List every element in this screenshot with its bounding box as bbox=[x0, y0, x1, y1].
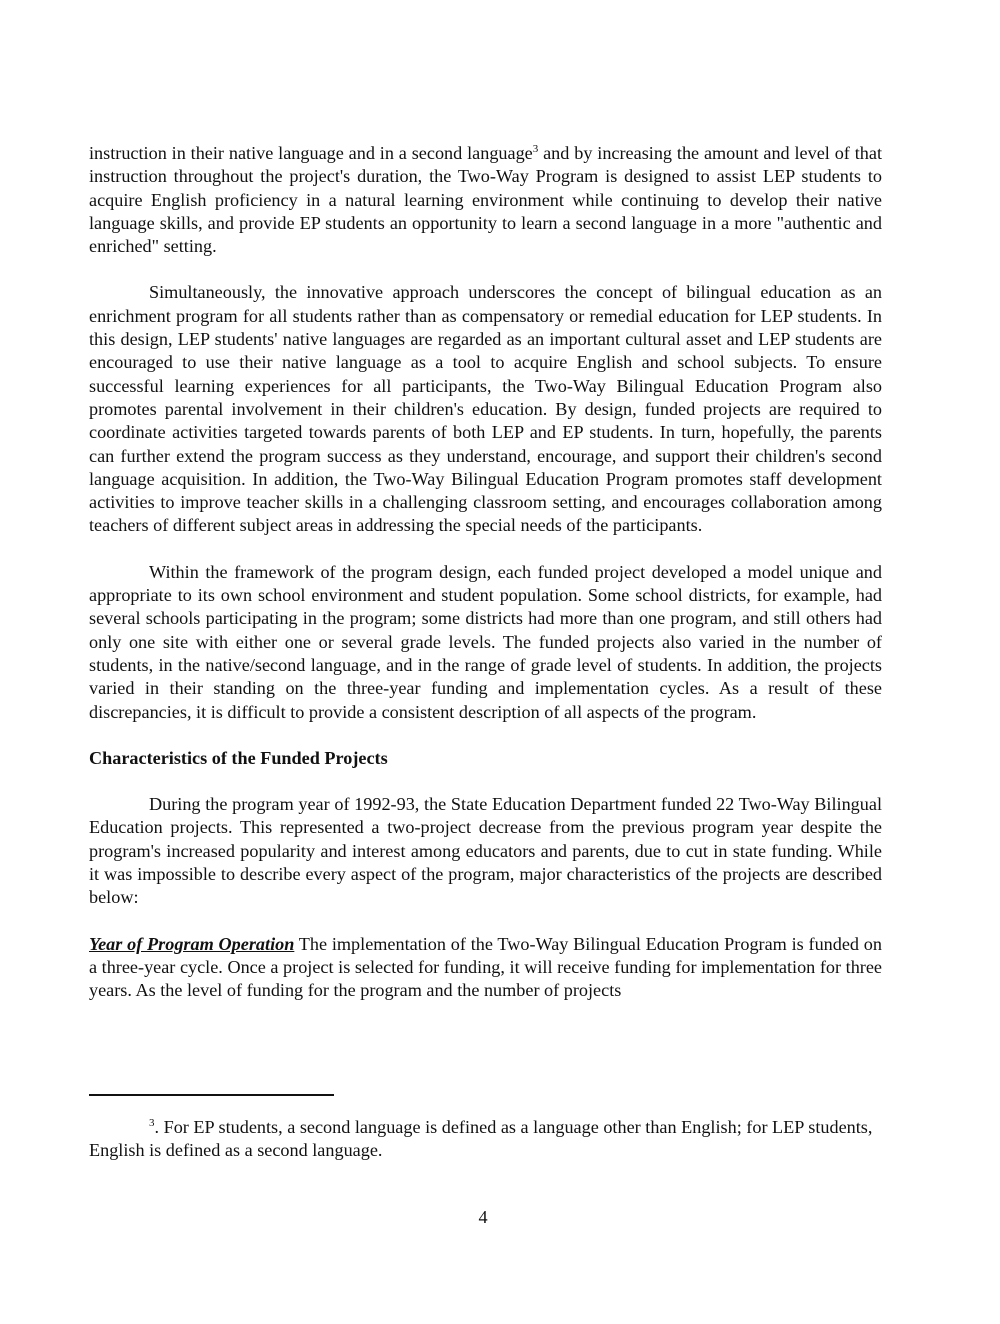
paragraph-1-text-b: and by increasing the amount and level of that instruction throughout the project's duration, the Two-Way Program is designed to assist LEP students to acquire English proficiency in a natural learning environment while continuing to develop their native language skills, and provide EP students an opportunity to learn a second language in a more "authentic and enriched" setting. bbox=[89, 143, 882, 257]
paragraph-5 bbox=[89, 933, 882, 1003]
section-heading: Characteristics of the Funded Projects bbox=[89, 747, 388, 768]
paragraph-4: During the program year of 1992-93, the State Education Department funded 22 Two-Way Bilingual Education projects. This represented a two-project decrease from the previous program year despite the program's increased popularity and interest among educators and parents, due to cut in state funding. While it was impossible to describe every aspect of the program, major characteristics of the projects are described below: bbox=[89, 794, 882, 908]
paragraph-1 bbox=[89, 142, 882, 258]
body-text bbox=[89, 142, 882, 1026]
paragraph-3: Within the framework of the program design, each funded project developed a model unique and appropriate to its own school environment and student population. Some school districts, for example, had several schools participating in the program; some districts had more than one program, and still others had only one site with either one or several grade levels. The funded projects also varied in the number of students, in the native/second language, and in the range of grade level of students. In addition, the projects varied in their standing on the three-year funding and implementation cycles. As a result of these discrepancies, it is difficult to provide a consistent description of all aspects of the program. bbox=[89, 561, 882, 722]
paragraph-5-text: The implementation of the Two-Way Bilingual Education Program is funded on a three-year cycle. Once a project is selected for funding, it will receive funding for implementation for three years. As the level of funding for the program and the number of projects bbox=[89, 933, 882, 1001]
run-in-heading: Year of Program Operation bbox=[89, 933, 295, 954]
paragraph-1-text-a: instruction in their native language and in a second language bbox=[89, 143, 533, 163]
footnote-text: . For EP students, a second language is defined as a language other than English; for LEP students, English is defined as a second language. bbox=[89, 1117, 873, 1161]
footnote bbox=[89, 1116, 882, 1163]
footnote-reference: 3 bbox=[532, 143, 539, 155]
page-number: 4 bbox=[478, 1207, 488, 1227]
paragraph-2: Simultaneously, the innovative approach underscores the concept of bilingual education as an enrichment program for all students rather than as compensatory or remedial education for LEP students. In this design, LEP students' native languages are regarded as an important cultural asset and LEP students are encouraged to use their native language as a tool to acquire English and school subjects. To ensure successful learning experiences for all participants, the Two-Way Bilingual Education Program also promotes parental involvement in their children's education. By design, funded projects are required to coordinate activities targeted towards parents of both LEP and EP students. In turn, hopefully, the parents can further extend the program success as they understand, encourage, and support their children's second language acquisition. In addition, the Two-Way Bilingual Education Program promotes staff development activities to improve teacher skills in a challenging classroom setting, and encourages collaboration among teachers of different subject areas in addressing the special needs of the participants. bbox=[89, 282, 882, 536]
footnote-marker: 3 bbox=[149, 1117, 155, 1129]
footnote-divider bbox=[89, 1094, 334, 1096]
